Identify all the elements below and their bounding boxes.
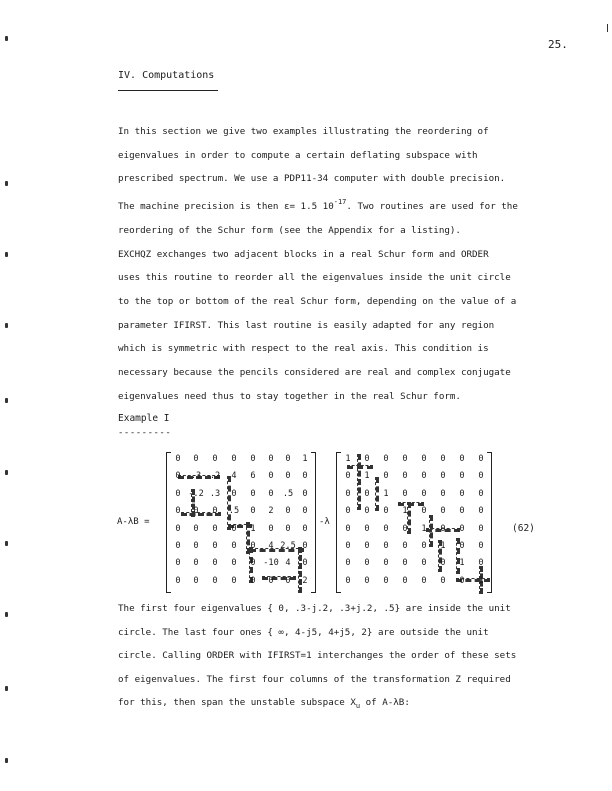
matrix-entry: .2 (209, 471, 221, 482)
matrix-entry: 0 (345, 575, 351, 586)
matrix-entry: 0 (285, 471, 291, 482)
paragraph-line: to the top or bottom of the real Schur form, depending on the value of a (118, 295, 517, 307)
matrix-a (166, 452, 316, 593)
binding-mark (5, 181, 8, 186)
matrix-entry: 0 (212, 454, 218, 464)
matrix-entry: 0 (383, 558, 389, 569)
precision-text: The machine precision is then ε= 1.5 10 (118, 201, 334, 213)
matrix-entry: 0 (302, 541, 308, 551)
matrix-entry: 0 (212, 523, 218, 534)
matrix-entry: 0 (175, 454, 181, 464)
binding-mark (5, 398, 8, 403)
matrix-entry: 0 (383, 541, 389, 551)
matrix-entry: 0 (250, 575, 256, 586)
matrix-entry: 0 (345, 471, 351, 482)
matrix-entry: 0 (402, 471, 408, 482)
matrix-entry: 0 (402, 541, 408, 551)
matrix-row (336, 488, 492, 501)
matrix-row (336, 523, 492, 536)
matrix-entry: 0 (364, 558, 370, 569)
matrix-entry: 0 (250, 506, 256, 517)
matrix-entry: 0 (345, 541, 351, 551)
matrix-entry: 0 (231, 523, 237, 534)
matrix-entry: 0 (250, 488, 256, 499)
matrix-entry: 0 (440, 471, 446, 482)
paragraph-line: In this section we give two examples illustrating the reordering of (118, 126, 489, 137)
paragraph-line: of eigenvalues. The first four columns of the transformation Z required (118, 673, 511, 685)
matrix-entry: 0 (268, 454, 274, 464)
matrix-entry: 0 (421, 506, 427, 517)
paragraph-line: EXCHQZ exchanges two adjacent blocks in a real Schur form and ORDER (118, 248, 489, 260)
matrix-entry: 0 (440, 523, 446, 534)
matrix-row (166, 523, 316, 536)
example-title-underline: --------- (118, 428, 172, 438)
matrix-entry: 0 (345, 488, 351, 499)
matrix-entry: 0 (302, 506, 308, 517)
binding-mark (5, 612, 8, 617)
matrix-entry: 0 (364, 541, 370, 551)
matrix-entry: 0 (402, 558, 408, 569)
matrix-entry: -.2 (188, 488, 204, 499)
matrix-entry: .3 (209, 488, 221, 499)
paragraph-line: The first four eigenvalues { 0, .3-j.2, .3+j.2, .5} are inside the unit (118, 603, 511, 614)
matrix-entry: 0 (175, 523, 181, 534)
binding-mark (5, 758, 8, 763)
matrix-entry: 0 (302, 488, 308, 499)
matrix-entry: 0 (175, 471, 181, 482)
matrix-entry: 0 (212, 541, 218, 551)
matrix-entry: 0 (459, 523, 465, 534)
paragraph-line: uses this routine to reorder all the eigenvalues inside the unit circle (118, 272, 511, 284)
matrix-entry: 0 (285, 506, 291, 517)
subspace-text-rest: of A-λB: (360, 697, 410, 708)
matrix-entry: 0 (364, 488, 370, 499)
matrix-entry: 0 (440, 575, 446, 586)
matrix-entry: 0 (421, 541, 427, 551)
matrix-entry: 0 (478, 506, 484, 517)
matrix-entry: 0 (212, 558, 218, 569)
matrix-entry: 0 (285, 454, 291, 464)
binding-mark (5, 323, 8, 328)
matrix-entry: 0 (285, 523, 291, 534)
paragraph-line: eigenvalues need thus to stay together in the real Schur form. (118, 390, 461, 402)
equation-number: (62) (512, 523, 535, 534)
matrix-row (166, 488, 316, 501)
matrix-entry: 0 (175, 541, 181, 551)
matrix-row (336, 453, 492, 466)
paragraph-line: which is symmetric with respect to the real axis. This condition is (118, 343, 489, 355)
matrix-entry: 0 (421, 558, 427, 569)
matrix-row (336, 557, 492, 570)
matrix-entry: 0 (345, 523, 351, 534)
matrix-entry: 0 (459, 488, 465, 499)
matrix-entry: 0 (268, 523, 274, 534)
matrix-entry: 0 (364, 523, 370, 534)
matrix-entry: 0 (383, 454, 389, 464)
binding-mark (5, 36, 8, 41)
matrix-entry: 2.5 (280, 541, 296, 551)
matrix-entry: 0 (478, 471, 484, 482)
matrix-entry: 0 (212, 506, 218, 517)
matrix-entry: 1 (302, 454, 308, 464)
paragraph-line: circle. Calling ORDER with IFIRST=1 interchanges the order of these sets (118, 650, 517, 661)
matrix-entry: 2 (302, 575, 308, 586)
matrix-row (336, 540, 492, 553)
matrix-row (166, 470, 316, 483)
matrix-row (166, 505, 316, 518)
matrix-entry: 0 (459, 454, 465, 464)
matrix-entry: 0 (250, 558, 256, 569)
intro-paragraph (118, 120, 518, 408)
matrix-entry: 0 (383, 506, 389, 517)
matrix-entry: 0 (250, 454, 256, 464)
matrix-entry: 0 (478, 541, 484, 551)
matrix-entry: 0 (383, 523, 389, 534)
matrix-row (336, 505, 492, 518)
matrix-entry: 2 (268, 506, 274, 517)
matrix-entry: 0 (193, 506, 199, 517)
binding-mark (5, 252, 8, 257)
matrix-entry: .3 (190, 471, 202, 482)
matrix-entry: 0 (459, 575, 465, 586)
matrix-entry: 0 (459, 541, 465, 551)
matrix-entry: 0 (459, 471, 465, 482)
matrix-entry: 0 (478, 523, 484, 534)
matrix-entry: 1 (383, 488, 389, 499)
precision-text-rest: . Two routines are used for the (346, 201, 518, 213)
matrix-row (166, 540, 316, 553)
equation-operator: -λ (319, 517, 330, 527)
paragraph-line: parameter IFIRST. This last routine is easily adapted for any region (118, 319, 495, 331)
matrix-entry: 1 (250, 523, 256, 534)
matrix-entry: 0 (268, 575, 274, 586)
precision-line (118, 191, 518, 219)
matrix-entry: 0 (268, 471, 274, 482)
matrix-entry: 0 (364, 506, 370, 517)
corner-mark (607, 24, 608, 32)
matrix-entry: 0 (440, 454, 446, 464)
matrix-entry: 0 (421, 471, 427, 482)
matrix-b (336, 452, 492, 593)
matrix-entry: 0 (250, 541, 256, 551)
matrix-entry: 0 (212, 575, 218, 586)
matrix-entry: 4 (231, 471, 237, 482)
matrix-entry: 0 (421, 454, 427, 464)
matrix-entry: 0 (193, 575, 199, 586)
matrix-entry: 0 (478, 454, 484, 464)
matrix-row (166, 557, 316, 570)
matrix-entry: 1 (421, 523, 427, 534)
matrix-entry: 1 (364, 471, 370, 482)
section-title: IV. Computations (118, 70, 215, 81)
matrix-entry: 1 (440, 541, 446, 551)
matrix-entry: 0 (285, 575, 291, 586)
matrix-row (336, 470, 492, 483)
section-title-underline (118, 90, 218, 91)
matrix-entry: 0 (478, 488, 484, 499)
matrix-entry: 0 (478, 558, 484, 569)
matrix-entry: 0 (231, 488, 237, 499)
matrix-entry: -10 (263, 558, 279, 569)
example-title: Example I (118, 413, 170, 424)
matrix-entry: 0 (402, 488, 408, 499)
matrix-entry: 0 (231, 454, 237, 464)
matrix-entry: 4 (268, 541, 274, 551)
eigenvalue-paragraph (118, 597, 517, 719)
matrix-entry: 0 (345, 558, 351, 569)
matrix-entry: 1 (478, 575, 484, 586)
matrix-entry: 0 (175, 488, 181, 499)
binding-mark (5, 470, 8, 475)
subspace-text: for this, then span the unstable subspace X (118, 697, 356, 708)
matrix-entry: 0 (231, 575, 237, 586)
matrix-entry: 0 (364, 454, 370, 464)
matrix-entry: 0 (193, 523, 199, 534)
matrix-entry: 1 (459, 558, 465, 569)
matrix-entry: 0 (193, 541, 199, 551)
matrix-entry: 0 (421, 575, 427, 586)
matrix-entry: 0 (383, 575, 389, 586)
matrix-entry: 0 (302, 471, 308, 482)
precision-exponent: -17 (333, 198, 347, 207)
matrix-entry: 0 (402, 575, 408, 586)
matrix-entry: 0 (175, 506, 181, 517)
page-number: 25. (548, 38, 568, 51)
matrix-entry: 0 (364, 575, 370, 586)
paragraph-line: circle. The last four ones { ∞, 4-j5, 4+j5, 2} are outside the unit (118, 626, 489, 638)
matrix-entry: 0 (268, 488, 274, 499)
binding-mark (5, 686, 8, 691)
subspace-line (118, 691, 498, 719)
matrix-entry: 4 (285, 558, 291, 569)
matrix-entry: 1 (402, 506, 408, 517)
matrix-entry: 0 (193, 454, 199, 464)
matrix-entry: .5 (282, 488, 294, 499)
matrix-entry: .5 (228, 506, 240, 517)
paragraph-line: necessary because the pencils considered are real and complex conjugate (118, 367, 511, 379)
matrix-entry: 0 (345, 506, 351, 517)
equation-lhs: A-λB = (117, 517, 150, 527)
binding-mark (5, 541, 8, 546)
matrix-entry: 0 (193, 558, 199, 569)
matrix-entry: 0 (440, 506, 446, 517)
matrix-entry: 0 (175, 575, 181, 586)
matrix-row (166, 575, 316, 588)
matrix-entry: 0 (402, 523, 408, 534)
matrix-entry: 0 (175, 558, 181, 569)
matrix-row (336, 575, 492, 588)
matrix-entry: 0 (402, 454, 408, 464)
matrix-entry: 0 (302, 523, 308, 534)
matrix-entry: 6 (250, 471, 256, 482)
matrix-entry: 1 (345, 454, 351, 464)
matrix-entry: 0 (231, 541, 237, 551)
matrix-entry: 0 (440, 558, 446, 569)
matrix-entry: 0 (459, 506, 465, 517)
paragraph-line: reordering of the Schur form (see the Appendix for a listing). (118, 224, 461, 236)
matrix-entry: 0 (383, 471, 389, 482)
subspace-subscript: u (355, 702, 361, 710)
matrix-row (166, 453, 316, 466)
matrix-entry: 0 (231, 558, 237, 569)
paragraph-line: eigenvalues in order to compute a certain deflating subspace with (118, 149, 478, 161)
matrix-entry: 0 (302, 558, 308, 569)
matrix-entry: 0 (440, 488, 446, 499)
paragraph-line: prescribed spectrum. We use a PDP11-34 computer with double precision. (118, 173, 506, 185)
matrix-entry: 0 (421, 488, 427, 499)
